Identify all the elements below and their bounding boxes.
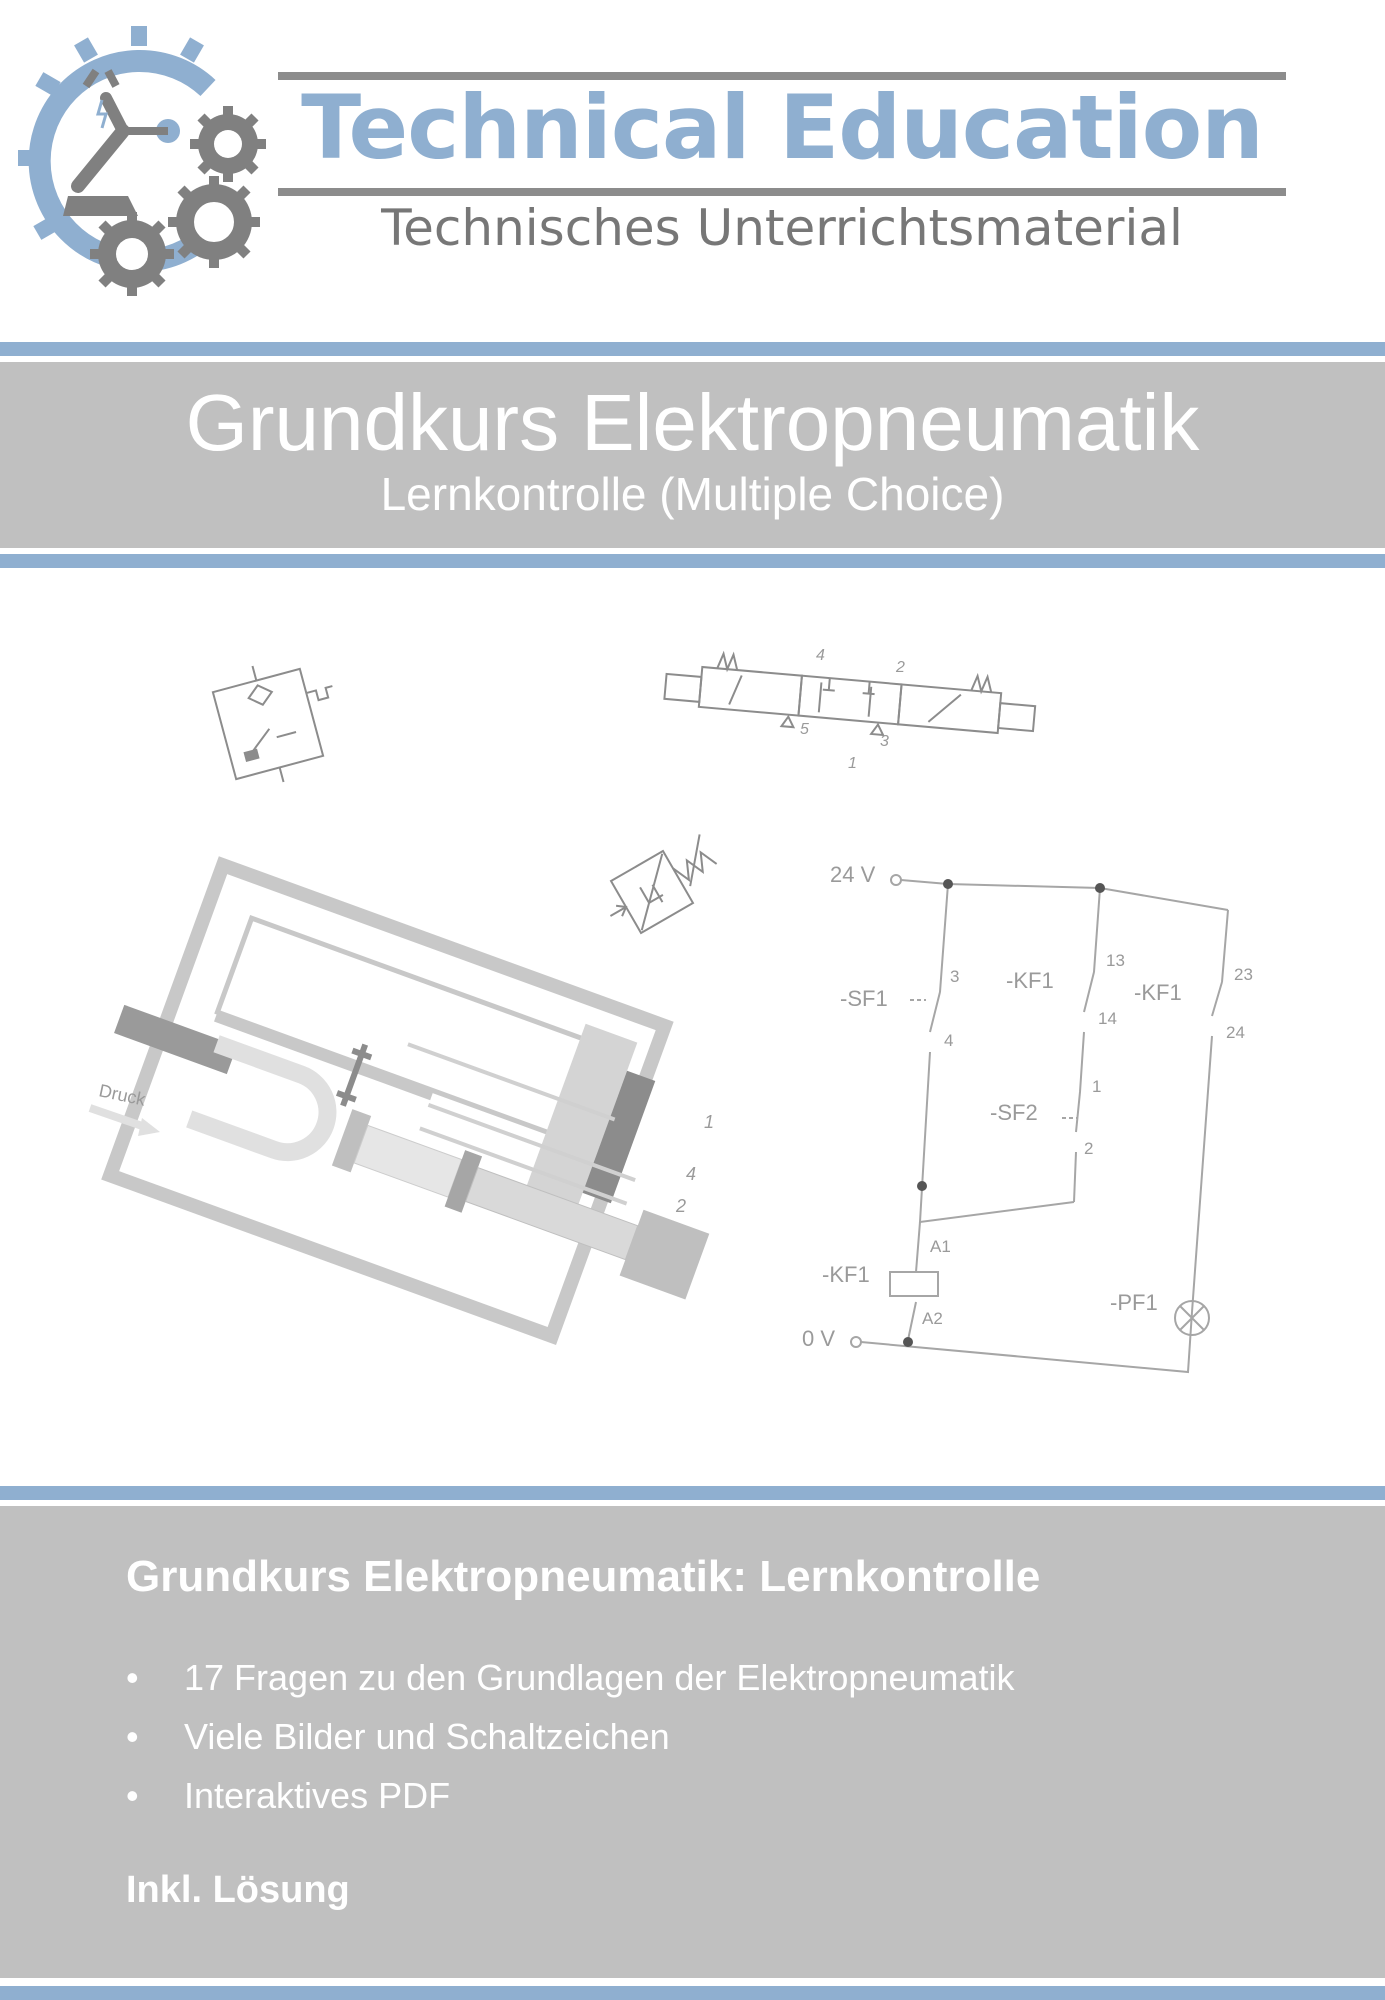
brand-title: Technical Education xyxy=(301,76,1263,179)
schematic-illustration xyxy=(0,572,1385,1480)
pressure-converter-symbol xyxy=(595,831,727,942)
druck-label: Druck xyxy=(97,1080,148,1110)
terminal-sf2-1: 1 xyxy=(1092,1077,1102,1096)
kf1-contact-b-label: -KF1 xyxy=(1134,980,1182,1005)
terminal-24: 24 xyxy=(1226,1023,1245,1042)
feature-text: Viele Bilder und Schaltzeichen xyxy=(184,1716,670,1757)
pressure-switch-symbol xyxy=(209,647,353,793)
terminal-23: 23 xyxy=(1234,965,1253,984)
valve-port-4: 4 xyxy=(816,647,825,664)
info-band-top-stripe xyxy=(0,1486,1385,1500)
contact-label-4: 4 xyxy=(686,1164,697,1184)
title-band-top-stripe xyxy=(0,342,1385,356)
feature-text: 17 Fragen zu den Grundlagen der Elektropneumatik xyxy=(184,1657,1015,1698)
title-band-bottom-stripe xyxy=(0,554,1385,568)
valve-port-5: 5 xyxy=(800,721,809,738)
kf1-contact-a-label: -KF1 xyxy=(1006,968,1054,993)
valve-port-3: 3 xyxy=(880,733,889,750)
valve-port-1: 1 xyxy=(848,755,857,772)
sf1-label: -SF1 xyxy=(840,986,888,1011)
terminal-13: 13 xyxy=(1106,951,1125,970)
terminal-14: 14 xyxy=(1098,1009,1117,1028)
terminal-4: 4 xyxy=(944,1031,954,1050)
list-item xyxy=(126,1707,1015,1766)
terminal-a1: A1 xyxy=(930,1237,951,1256)
list-item xyxy=(126,1648,1015,1707)
page-subtitle: Lernkontrolle (Multiple Choice) xyxy=(380,468,1005,520)
contact-label-2: 2 xyxy=(676,1196,687,1216)
pressure-switch-cutaway xyxy=(68,850,771,1375)
header-rule-bottom xyxy=(278,188,1286,196)
terminal-3: 3 xyxy=(950,967,960,986)
feature-text: Interaktives PDF xyxy=(184,1775,451,1816)
info-band-bottom-stripe xyxy=(0,1986,1385,2000)
feature-list xyxy=(126,1648,1015,1825)
page-title: Grundkurs Elektropneumatik xyxy=(185,378,1200,467)
terminal-a2: A2 xyxy=(922,1309,943,1328)
pf1-label: -PF1 xyxy=(1110,1290,1158,1315)
list-item xyxy=(126,1766,1015,1825)
kf1-coil-label: -KF1 xyxy=(822,1262,870,1287)
bullet-icon: • xyxy=(126,1657,139,1698)
sf2-label: -SF2 xyxy=(990,1100,1038,1125)
contact-label-1: 1 xyxy=(704,1112,715,1132)
bullet-icon: • xyxy=(126,1775,139,1816)
valve-port-2: 2 xyxy=(896,659,905,676)
bullet-icon: • xyxy=(126,1716,139,1757)
circuit-diagram xyxy=(851,875,1228,1372)
solution-note: Inkl. Lösung xyxy=(126,1869,350,1911)
terminal-sf2-2: 2 xyxy=(1084,1139,1094,1158)
technical-education-logo xyxy=(8,26,274,296)
brand-subtitle: Technisches Unterrichtsmaterial xyxy=(381,199,1183,257)
valve-port-labels xyxy=(800,647,905,772)
terminal-labels xyxy=(922,951,1253,1328)
circuit-labels xyxy=(802,862,1182,1351)
valve-symbol xyxy=(663,649,1037,748)
supply-24v: 24 V xyxy=(830,862,876,887)
info-heading: Grundkurs Elektropneumatik: Lernkontrolle xyxy=(126,1552,1041,1601)
supply-0v: 0 V xyxy=(802,1326,836,1351)
